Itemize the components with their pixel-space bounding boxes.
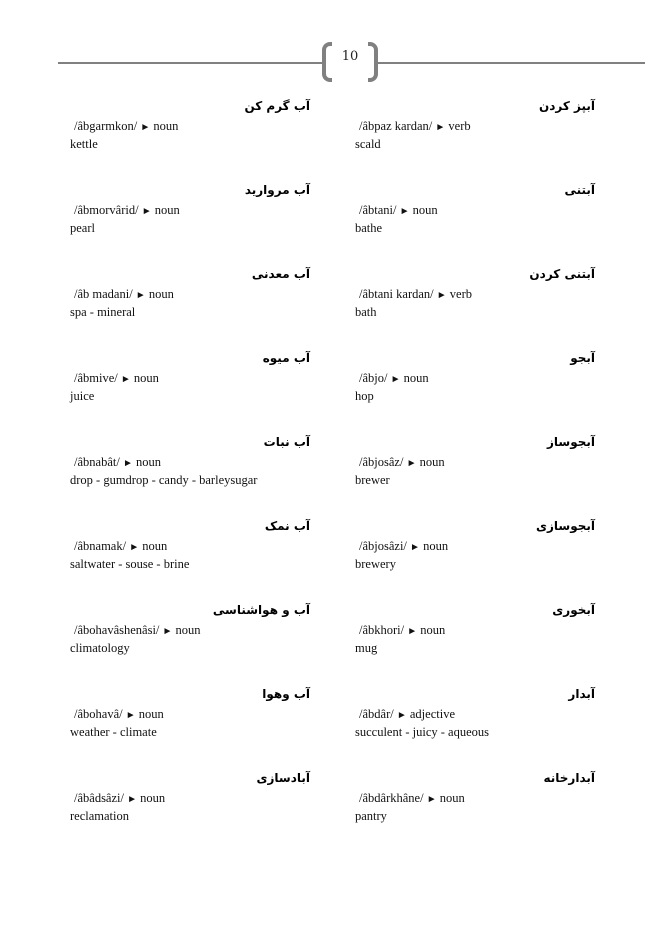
meaning: pearl	[70, 221, 95, 235]
meaning: brewer	[355, 473, 390, 487]
pronunciation: /âbtani kardan/	[359, 287, 434, 301]
meaning: drop - gumdrop - candy - barleysugar	[70, 473, 258, 487]
arrow-icon: ►	[426, 794, 437, 805]
arrow-icon: ►	[407, 626, 418, 637]
arrow-icon: ►	[399, 206, 410, 217]
pronunciation: /âbnamak/	[74, 539, 127, 553]
headword: آبدار	[568, 687, 595, 701]
page-number: 10	[341, 49, 359, 64]
pronunciation-line	[345, 454, 595, 472]
pronunciation: /âbjo/	[359, 371, 388, 385]
pronunciation: /âbkhori/	[359, 623, 405, 637]
part-of-speech: noun	[439, 791, 465, 805]
pronunciation-line	[60, 202, 310, 220]
dictionary-column-right	[345, 96, 595, 852]
headword: آب نمک	[264, 519, 310, 533]
header-rule-right	[378, 62, 645, 64]
meaning: succulent - juicy - aqueous	[355, 725, 489, 739]
headword: آبخوری	[552, 603, 595, 617]
headword: آبجو	[570, 351, 595, 365]
arrow-icon: ►	[125, 710, 136, 721]
dictionary-entry	[60, 600, 310, 684]
pronunciation-line	[60, 706, 310, 724]
headword: آبدارخانه	[543, 771, 595, 785]
part-of-speech: noun	[148, 287, 174, 301]
header-rule-left	[58, 62, 322, 64]
dictionary-entry	[60, 348, 310, 432]
pronunciation: /âbmorvârid/	[74, 203, 139, 217]
part-of-speech: verb	[449, 287, 472, 301]
part-of-speech: noun	[403, 371, 429, 385]
dictionary-entry	[345, 516, 595, 600]
headword: آب میوه	[262, 351, 310, 365]
dictionary-entry	[60, 432, 310, 516]
dictionary-entry	[345, 96, 595, 180]
pronunciation-line	[60, 286, 310, 304]
pronunciation: /âbjosâzi/	[359, 539, 407, 553]
headword: آب گرم کن	[244, 99, 310, 113]
pronunciation-line	[345, 790, 595, 808]
right-bracket-ornament	[368, 42, 378, 82]
part-of-speech: noun	[420, 623, 446, 637]
arrow-icon: ►	[127, 794, 138, 805]
pronunciation: /âbgarmkon/	[74, 119, 138, 133]
dictionary-entry	[60, 264, 310, 348]
meaning: kettle	[70, 137, 98, 151]
headword: آبجوسازی	[535, 519, 595, 533]
dictionary-entry	[345, 264, 595, 348]
pronunciation: /âbohavâ/	[74, 707, 123, 721]
headword: آبجوساز	[546, 435, 595, 449]
dictionary-entry	[60, 684, 310, 768]
pronunciation: /âb madani/	[74, 287, 133, 301]
dictionary-entry	[345, 684, 595, 768]
meaning: pantry	[355, 809, 387, 823]
meaning: saltwater - souse - brine	[70, 557, 190, 571]
part-of-speech: noun	[175, 623, 201, 637]
part-of-speech: noun	[154, 203, 180, 217]
part-of-speech: verb	[448, 119, 471, 133]
pronunciation-line	[60, 370, 310, 388]
dictionary-entry	[345, 432, 595, 516]
meaning: bathe	[355, 221, 383, 235]
meaning: brewery	[355, 557, 396, 571]
headword: آب معدنی	[251, 267, 310, 281]
meaning: bath	[355, 305, 377, 319]
part-of-speech: noun	[142, 539, 168, 553]
arrow-icon: ►	[135, 290, 146, 301]
headword: آب نبات	[263, 435, 310, 449]
pronunciation-line	[345, 286, 595, 304]
part-of-speech: noun	[135, 455, 161, 469]
meaning: juice	[70, 389, 95, 403]
headword: آبتنی کردن	[529, 267, 595, 281]
arrow-icon: ►	[140, 122, 151, 133]
dictionary-entry	[60, 516, 310, 600]
left-bracket-ornament	[322, 42, 332, 82]
arrow-icon: ►	[129, 542, 140, 553]
headword: آبپز کردن	[538, 99, 595, 113]
dictionary-entry	[60, 96, 310, 180]
arrow-icon: ►	[122, 458, 133, 469]
pronunciation-line	[60, 538, 310, 556]
headword: آبادسازی	[256, 771, 310, 785]
pronunciation-line	[345, 706, 595, 724]
meaning: spa - mineral	[70, 305, 136, 319]
dictionary-entry	[60, 180, 310, 264]
part-of-speech: noun	[133, 371, 159, 385]
dictionary-entry	[345, 348, 595, 432]
headword: آب مروارید	[244, 183, 310, 197]
dictionary-column-left	[60, 96, 310, 852]
pronunciation: /âbdârkhâne/	[359, 791, 424, 805]
meaning: weather - climate	[70, 725, 157, 739]
pronunciation-line	[60, 454, 310, 472]
meaning: mug	[355, 641, 378, 655]
pronunciation: /âbjosâz/	[359, 455, 404, 469]
pronunciation-line	[345, 538, 595, 556]
arrow-icon: ►	[406, 458, 417, 469]
part-of-speech: adjective	[409, 707, 455, 721]
arrow-icon: ►	[435, 122, 446, 133]
pronunciation-line	[60, 118, 310, 136]
pronunciation: /âbtani/	[359, 203, 397, 217]
dictionary-entry	[60, 768, 310, 852]
part-of-speech: noun	[419, 455, 445, 469]
meaning: climatology	[70, 641, 130, 655]
part-of-speech: noun	[153, 119, 179, 133]
arrow-icon: ►	[120, 374, 131, 385]
part-of-speech: noun	[423, 539, 449, 553]
pronunciation: /âbpaz kardan/	[359, 119, 433, 133]
arrow-icon: ►	[436, 290, 447, 301]
part-of-speech: noun	[412, 203, 438, 217]
arrow-icon: ►	[410, 542, 420, 553]
part-of-speech: noun	[140, 791, 166, 805]
pronunciation: /âbdâr/	[359, 707, 394, 721]
pronunciation: /âbnabât/	[74, 455, 120, 469]
pronunciation-line	[60, 622, 310, 640]
meaning: reclamation	[70, 809, 129, 823]
meaning: scald	[355, 137, 381, 151]
pronunciation-line	[345, 202, 595, 220]
part-of-speech: noun	[138, 707, 164, 721]
arrow-icon: ►	[141, 206, 152, 217]
headword: آبتنی	[564, 183, 595, 197]
headword: آب وهوا	[262, 687, 310, 701]
headword: آب و هواشناسی	[212, 603, 310, 617]
pronunciation: /âbmive/	[74, 371, 118, 385]
pronunciation-line	[345, 622, 595, 640]
pronunciation-line	[345, 118, 595, 136]
arrow-icon: ►	[390, 374, 401, 385]
arrow-icon: ►	[396, 710, 407, 721]
dictionary-entry	[345, 600, 595, 684]
pronunciation-line	[60, 790, 310, 808]
pronunciation: /âbâdsâzi/	[74, 791, 124, 805]
pronunciation-line	[345, 370, 595, 388]
arrow-icon: ►	[162, 626, 173, 637]
dictionary-entry	[345, 768, 595, 852]
meaning: hop	[355, 389, 374, 403]
dictionary-entry	[345, 180, 595, 264]
pronunciation: /âbohavâshenâsi/	[74, 623, 160, 637]
